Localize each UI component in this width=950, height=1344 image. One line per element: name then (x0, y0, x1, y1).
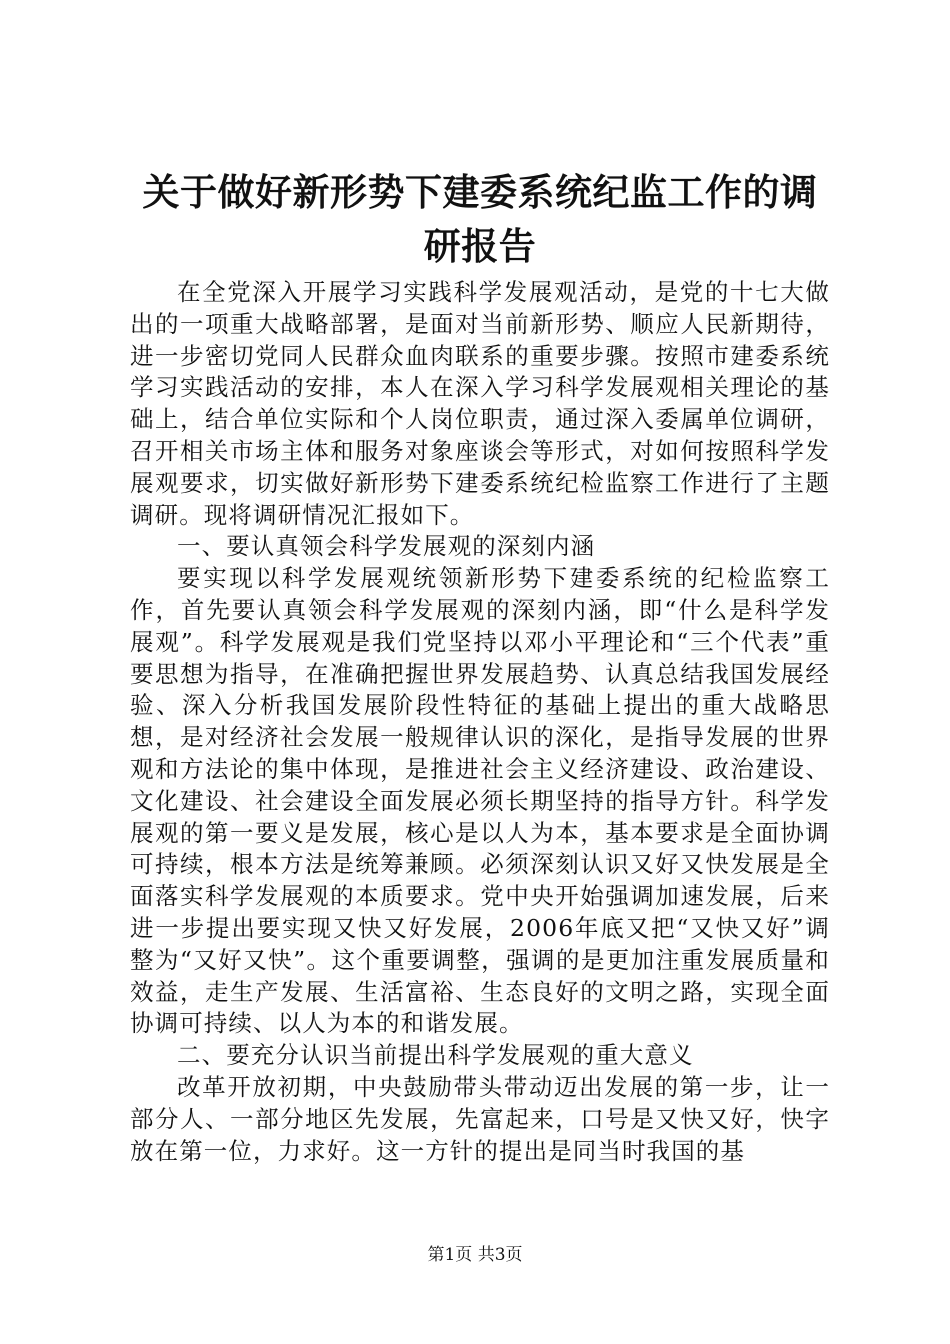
page-footer: 第1页 共3页 (427, 1245, 523, 1265)
section-heading-1: 一、要认真领会科学发展观的深刻内涵 (177, 532, 596, 561)
document-title: 关于做好新形势下建委系统纪监工作的调研报告 (142, 170, 818, 268)
paragraph-intro: 在全党深入开展学习实践科学发展观活动，是党的十七大做出的一项重大战略部署，是面对当前新形势、顺应人民新期待，进一步密切党同人民群众血肉联系的重要步骤。按照市建委系统学习实践活动的安排，本人在深入学习科学发展观相关理论的基础上，结合单位实际和个人岗位职责，通过深入委属单位调研，召开相关市场主体和服务对象座谈会等形式，对如何按照科学发展观要求，切实做好新形势下建委系统纪检监察工作进行了主题调研。现将调研情况汇报如下。 (130, 278, 830, 529)
document-body (130, 277, 830, 1167)
document-page (130, 165, 830, 1167)
section-heading-2: 二、要充分认识当前提出科学发展观的重大意义 (177, 1041, 694, 1070)
paragraph-section-1: 要实现以科学发展观统领新形势下建委系统的纪检监察工作，首先要认真领会科学发展观的深刻内涵，即“什么是科学发展观”。科学发展观是我们党坚持以邓小平理论和“三个代表”重要思想为指导，在准确把握世界发展趋势、认真总结我国发展经验、深入分析我国发展阶段性特征的基础上提出的重大战略思想，是对经济社会发展一般规律认识的深化，是指导发展的世界观和方法论的集中体现，是推进社会主义经济建设、政治建设、文化建设、社会建设全面发展必须长期坚持的指导方针。科学发展观的第一要义是发展，核心是以人为本，基本要求是全面协调可持续，根本方法是统筹兼顾。必须深刻认识又好又快发展是全面落实科学发展观的本质要求。党中央开始强调加速发展，后来进一步提出要实现又快又好发展，2006年底又把“又快又好”调整为“又好又快”。这个重要调整，强调的是更加注重发展质量和效益，走生产发展、生活富裕、生态良好的文明之路，实现全面协调可持续、以人为本的和谐发展。 (130, 564, 830, 1038)
paragraph-section-2: 改革开放初期，中央鼓励带头带动迈出发展的第一步，让一部分人、一部分地区先发展，先富起来，口号是又快又好，快字放在第一位，力求好。这一方针的提出是同当时我国的基 (130, 1072, 830, 1165)
